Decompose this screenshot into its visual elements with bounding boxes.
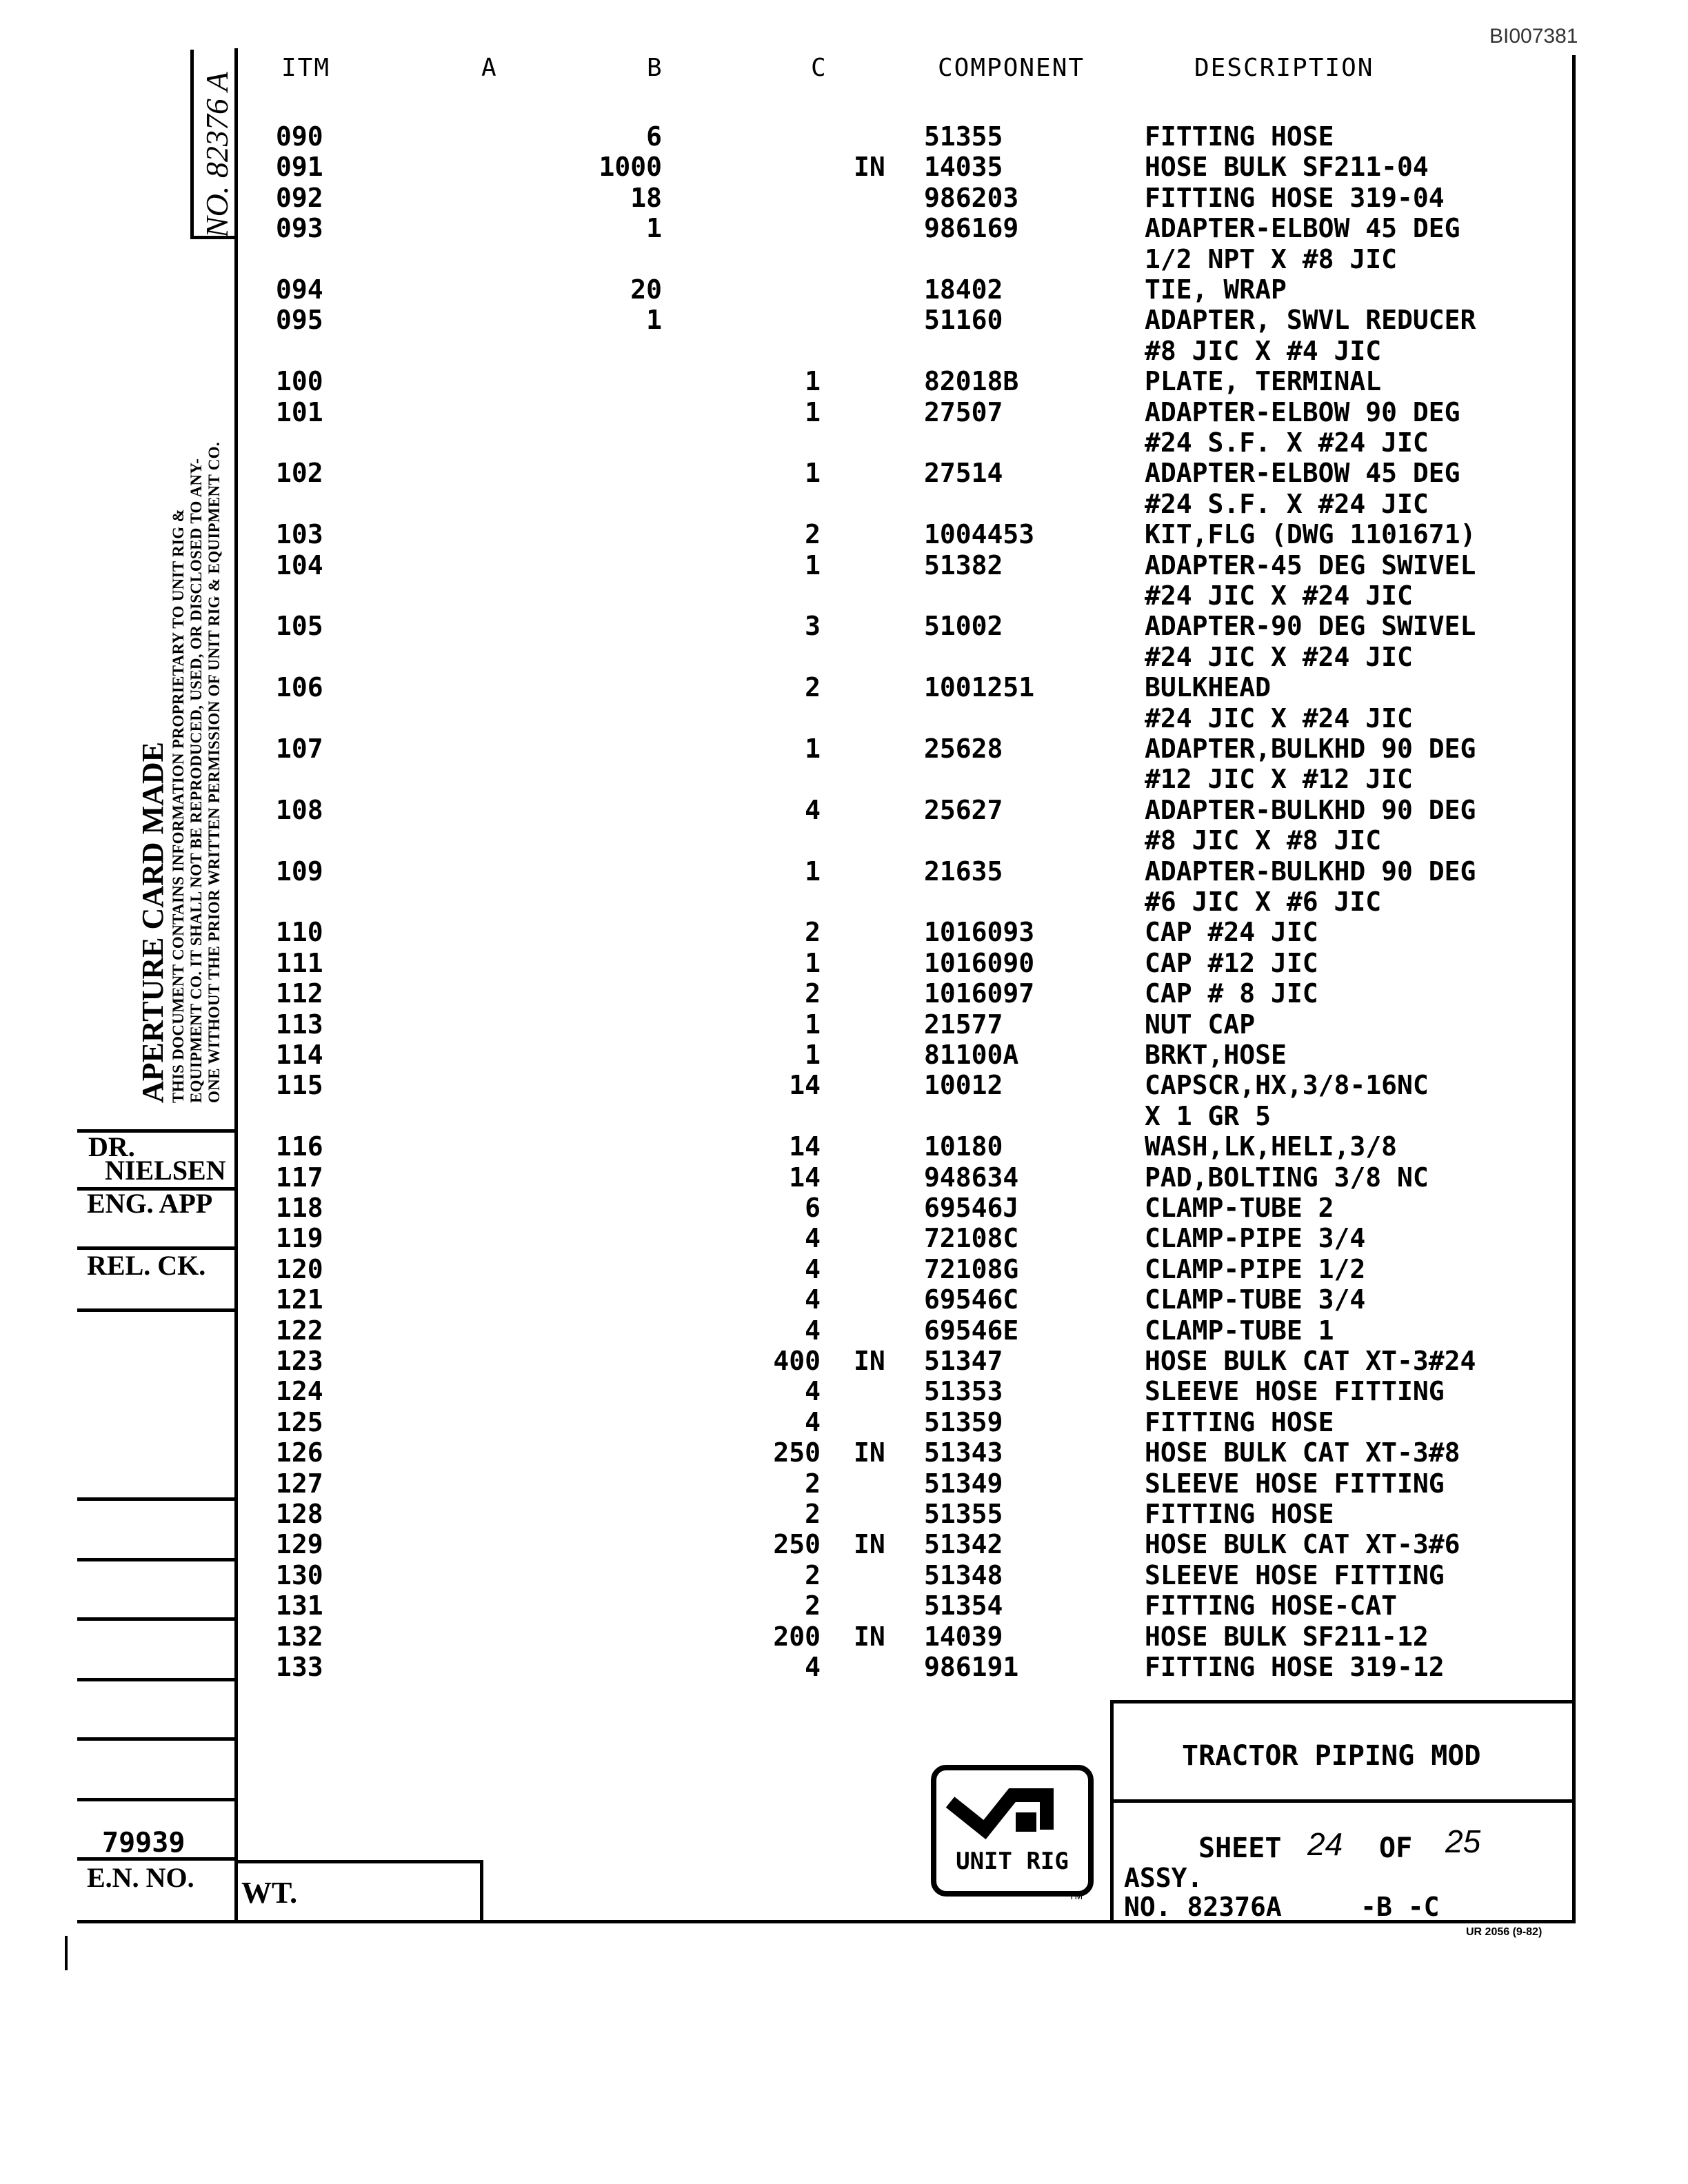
- en-number: 79939: [102, 1827, 185, 1859]
- component-number: 25627: [924, 794, 1003, 825]
- component-number: 69546J: [924, 1193, 1019, 1223]
- description: CAP #12 JIC: [1145, 947, 1318, 978]
- description: HOSE BULK SF211-04: [1145, 152, 1429, 183]
- component-number: 51354: [924, 1590, 1003, 1621]
- unit-label: IN: [854, 1346, 885, 1376]
- item-number: 111: [276, 947, 323, 978]
- item-number: 104: [276, 549, 323, 580]
- table-row: [0, 183, 1688, 213]
- description-continuation: #24 S.F. X #24 JIC: [1145, 488, 1429, 519]
- component-number: 51359: [924, 1406, 1003, 1437]
- component-number: 82018B: [924, 366, 1019, 397]
- scan-mark: [65, 1936, 68, 1970]
- header-component: COMPONENT: [938, 54, 1085, 82]
- table-row: [0, 1652, 1688, 1682]
- description: ADAPTER-ELBOW 45 DEG: [1145, 458, 1460, 489]
- qty-c: 4: [805, 1406, 821, 1437]
- description: CAPSCR,HX,3/8-16NC: [1145, 1070, 1429, 1101]
- proprietary-line-2: EQUIPMENT CO. IT SHALL NOT BE REPRODUCED, USED, OR DISCLOSED TO ANY-: [188, 458, 205, 1103]
- qty-c: 14: [789, 1131, 821, 1162]
- item-number: 115: [276, 1070, 323, 1101]
- item-number: 092: [276, 182, 323, 213]
- description: BULKHEAD: [1145, 672, 1272, 703]
- sheet-label: SHEET: [1198, 1832, 1282, 1864]
- table-row: [0, 121, 1688, 152]
- component-number: 81100A: [924, 1040, 1019, 1070]
- item-number: 110: [276, 917, 323, 948]
- table-row: [0, 519, 1688, 549]
- item-number: 113: [276, 1009, 323, 1040]
- weight-box-right: [480, 1860, 483, 1923]
- qty-c: 4: [805, 1315, 821, 1346]
- table-row: [0, 550, 1688, 580]
- qty-c: 2: [805, 519, 821, 550]
- component-number: 986169: [924, 213, 1019, 244]
- item-number: 124: [276, 1376, 323, 1407]
- qty-c: 3: [805, 611, 821, 642]
- description: PLATE, TERMINAL: [1145, 366, 1382, 397]
- description: ADAPTER-90 DEG SWIVEL: [1145, 611, 1476, 642]
- table-row: [0, 1131, 1688, 1162]
- component-number: 51355: [924, 121, 1003, 152]
- dr-label: DR.: [88, 1131, 135, 1162]
- qty-c: 14: [789, 1070, 821, 1101]
- table-row: [0, 1376, 1688, 1406]
- description: BRKT,HOSE: [1145, 1040, 1287, 1070]
- item-number: 130: [276, 1559, 323, 1590]
- description: CAP #24 JIC: [1145, 917, 1318, 948]
- item-number: 100: [276, 366, 323, 397]
- drawing-number-vertical: NO. 82376 A: [199, 72, 234, 238]
- component-number: 21635: [924, 856, 1003, 887]
- item-number: 114: [276, 1040, 323, 1070]
- description: ADAPTER-BULKHD 90 DEG: [1145, 856, 1476, 887]
- qty-c: 2: [805, 1590, 821, 1621]
- qty-c: 4: [805, 794, 821, 825]
- item-number: 095: [276, 305, 323, 336]
- qty-c: 1: [805, 856, 821, 887]
- description: FITTING HOSE-CAT: [1145, 1590, 1398, 1621]
- component-number: 51382: [924, 549, 1003, 580]
- table-row: [0, 1346, 1688, 1376]
- description-continuation: #24 JIC X #24 JIC: [1145, 580, 1413, 611]
- component-number: 14039: [924, 1621, 1003, 1652]
- item-number: 093: [276, 213, 323, 244]
- qty-c: 4: [805, 1284, 821, 1315]
- table-row: [0, 1437, 1688, 1468]
- description-continuation: #8 JIC X #4 JIC: [1145, 335, 1382, 366]
- qty-b: 1000: [599, 152, 662, 183]
- unit-label: IN: [854, 152, 885, 183]
- proprietary-line-1: THIS DOCUMENT CONTAINS INFORMATION PROPRIETARY TO UNIT RIG &: [170, 509, 187, 1103]
- qty-c: 14: [789, 1162, 821, 1193]
- qty-c: 1: [805, 366, 821, 397]
- description-continuation: #12 JIC X #12 JIC: [1145, 764, 1413, 795]
- component-number: 986191: [924, 1652, 1019, 1682]
- unit-rig-logo: [931, 1765, 1094, 1897]
- description: CAP # 8 JIC: [1145, 978, 1318, 1009]
- table-row: [0, 1070, 1688, 1100]
- table-row: [0, 1499, 1688, 1529]
- qty-c: 250: [773, 1437, 821, 1468]
- description: NUT CAP: [1145, 1009, 1256, 1040]
- table-row: [0, 1162, 1688, 1193]
- item-number: 125: [276, 1406, 323, 1437]
- sheet-total: 25: [1445, 1823, 1481, 1859]
- item-number: 126: [276, 1437, 323, 1468]
- table-row: [0, 611, 1688, 641]
- component-number: 51353: [924, 1376, 1003, 1407]
- en-label: E.N. NO.: [87, 1862, 194, 1893]
- component-number: 986203: [924, 182, 1019, 213]
- component-number: 72108G: [924, 1253, 1019, 1284]
- description: ADAPTER-45 DEG SWIVEL: [1145, 549, 1476, 580]
- table-row: [0, 672, 1688, 702]
- description: CLAMP-TUBE 2: [1145, 1193, 1334, 1223]
- component-number: 51347: [924, 1346, 1003, 1376]
- item-number: 101: [276, 396, 323, 427]
- weight-label: WT.: [241, 1876, 298, 1910]
- description-continuation: #6 JIC X #6 JIC: [1145, 887, 1382, 917]
- component-number: 1004453: [924, 519, 1035, 550]
- qty-c: 2: [805, 1499, 821, 1529]
- table-row: [0, 366, 1688, 396]
- description: HOSE BULK CAT XT-3#8: [1145, 1437, 1460, 1468]
- table-row: [0, 856, 1688, 887]
- description: TIE, WRAP: [1145, 274, 1287, 305]
- item-number: 102: [276, 458, 323, 489]
- description-continuation: #8 JIC X #8 JIC: [1145, 825, 1382, 856]
- title-block-top-line: [1110, 1700, 1576, 1703]
- form-number: UR 2056 (9-82): [1466, 1926, 1543, 1938]
- table-row: [0, 1009, 1688, 1040]
- description: CLAMP-TUBE 3/4: [1145, 1284, 1366, 1315]
- table-row: [0, 458, 1688, 488]
- component-number: 21577: [924, 1009, 1003, 1040]
- qty-c: 6: [805, 1193, 821, 1223]
- qty-c: 2: [805, 672, 821, 703]
- header-b: B: [647, 54, 663, 82]
- component-number: 51348: [924, 1559, 1003, 1590]
- description: ADAPTER, SWVL REDUCER: [1145, 305, 1476, 336]
- drawing-title: TRACTOR PIPING MOD: [1182, 1740, 1481, 1772]
- rel-ck-label: REL. CK.: [87, 1250, 206, 1281]
- description: SLEEVE HOSE FITTING: [1145, 1376, 1445, 1407]
- unit-label: IN: [854, 1529, 885, 1560]
- item-number: 105: [276, 611, 323, 642]
- description: SLEEVE HOSE FITTING: [1145, 1559, 1445, 1590]
- table-row: [0, 1284, 1688, 1315]
- qty-c: 2: [805, 917, 821, 948]
- item-number: 090: [276, 121, 323, 152]
- table-row: [0, 917, 1688, 947]
- description: SLEEVE HOSE FITTING: [1145, 1468, 1445, 1499]
- unit-label: IN: [854, 1437, 885, 1468]
- table-row: [0, 274, 1688, 305]
- description: HOSE BULK SF211-12: [1145, 1621, 1429, 1652]
- component-number: 72108C: [924, 1223, 1019, 1254]
- sheet-number: 24: [1307, 1826, 1343, 1862]
- description: HOSE BULK CAT XT-3#6: [1145, 1529, 1460, 1560]
- component-number: 25628: [924, 734, 1003, 764]
- qty-c: 2: [805, 1559, 821, 1590]
- qty-c: 4: [805, 1223, 821, 1254]
- description: FITTING HOSE: [1145, 1406, 1334, 1437]
- description: KIT,FLG (DWG 1101671): [1145, 519, 1476, 550]
- table-row: [0, 1468, 1688, 1499]
- description: WASH,LK,HELI,3/8: [1145, 1131, 1398, 1162]
- item-number: 122: [276, 1315, 323, 1346]
- table-row: [0, 1223, 1688, 1253]
- description: CLAMP-TUBE 1: [1145, 1315, 1334, 1346]
- qty-b: 20: [630, 274, 662, 305]
- table-row: [0, 978, 1688, 1009]
- description: FITTING HOSE 319-12: [1145, 1652, 1445, 1682]
- table-row: [0, 213, 1688, 243]
- table-row: [0, 1407, 1688, 1437]
- qty-c: 250: [773, 1529, 821, 1560]
- description: ADAPTER-ELBOW 90 DEG: [1145, 396, 1460, 427]
- aperture-card-label: APERTURE CARD MADE: [136, 741, 170, 1103]
- description: FITTING HOSE: [1145, 1499, 1334, 1529]
- component-number: 10180: [924, 1131, 1003, 1162]
- rule-9: [77, 1737, 237, 1741]
- item-number: 129: [276, 1529, 323, 1560]
- qty-b: 1: [646, 213, 662, 244]
- rule-10: [77, 1798, 237, 1801]
- item-number: 108: [276, 794, 323, 825]
- table-row: [0, 948, 1688, 978]
- description-continuation: X 1 GR 5: [1145, 1100, 1272, 1131]
- document-id: BI007381: [1489, 25, 1578, 48]
- item-number: 109: [276, 856, 323, 887]
- item-number: 106: [276, 672, 323, 703]
- item-number: 094: [276, 274, 323, 305]
- description: ADAPTER,BULKHD 90 DEG: [1145, 734, 1476, 764]
- qty-c: 2: [805, 978, 821, 1009]
- table-row: [0, 734, 1688, 764]
- item-number: 103: [276, 519, 323, 550]
- component-number: 69546E: [924, 1315, 1019, 1346]
- description: ADAPTER-ELBOW 45 DEG: [1145, 213, 1460, 244]
- item-number: 119: [276, 1223, 323, 1254]
- description: CLAMP-PIPE 1/2: [1145, 1253, 1366, 1284]
- unit-rig-emblem-icon: [936, 1775, 1088, 1850]
- qty-b: 1: [646, 305, 662, 336]
- qty-c: 1: [805, 1009, 821, 1040]
- item-number: 131: [276, 1590, 323, 1621]
- item-number: 121: [276, 1284, 323, 1315]
- table-row: [0, 1254, 1688, 1284]
- component-number: 51002: [924, 611, 1003, 642]
- header-c: C: [811, 54, 827, 82]
- eng-app-label: ENG. APP: [87, 1188, 213, 1219]
- component-number: 51355: [924, 1499, 1003, 1529]
- description: ADAPTER-BULKHD 90 DEG: [1145, 794, 1476, 825]
- qty-c: 1: [805, 734, 821, 764]
- description-continuation: 1/2 NPT X #8 JIC: [1145, 243, 1398, 274]
- unit-label: IN: [854, 1621, 885, 1652]
- item-number: 116: [276, 1131, 323, 1162]
- component-number: 27507: [924, 396, 1003, 427]
- assy-number: NO. 82376A -B -C: [1124, 1892, 1440, 1922]
- description: CLAMP-PIPE 3/4: [1145, 1223, 1366, 1254]
- item-number: 120: [276, 1253, 323, 1284]
- table-row: [0, 1590, 1688, 1621]
- component-number: 1016097: [924, 978, 1035, 1009]
- item-number: 107: [276, 734, 323, 764]
- trademark: TM: [1069, 1890, 1083, 1901]
- qty-c: 1: [805, 396, 821, 427]
- component-number: 18402: [924, 274, 1003, 305]
- description-continuation: #24 S.F. X #24 JIC: [1145, 427, 1429, 458]
- description-continuation: #24 JIC X #24 JIC: [1145, 641, 1413, 672]
- qty-c: 1: [805, 947, 821, 978]
- qty-c: 4: [805, 1652, 821, 1682]
- component-number: 1016093: [924, 917, 1035, 948]
- qty-c: 4: [805, 1376, 821, 1407]
- table-row: [0, 1621, 1688, 1652]
- weight-box-top: [234, 1860, 483, 1863]
- table-row: [0, 152, 1688, 182]
- qty-c: 1: [805, 549, 821, 580]
- dr-name: NIELSEN: [105, 1155, 226, 1186]
- qty-c: 400: [773, 1346, 821, 1376]
- table-row: [0, 1529, 1688, 1559]
- table-row: [0, 1560, 1688, 1590]
- description: PAD,BOLTING 3/8 NC: [1145, 1162, 1429, 1193]
- qty-b: 6: [646, 121, 662, 152]
- component-number: 51343: [924, 1437, 1003, 1468]
- qty-c: 200: [773, 1621, 821, 1652]
- component-number: 1016090: [924, 947, 1035, 978]
- assy-label: ASSY.: [1124, 1863, 1203, 1893]
- item-number: 127: [276, 1468, 323, 1499]
- item-number: 117: [276, 1162, 323, 1193]
- component-number: 69546C: [924, 1284, 1019, 1315]
- table-row: [0, 1315, 1688, 1346]
- header-description: DESCRIPTION: [1194, 54, 1374, 82]
- item-number: 123: [276, 1346, 323, 1376]
- description-continuation: #24 JIC X #24 JIC: [1145, 702, 1413, 734]
- component-number: 948634: [924, 1162, 1019, 1193]
- component-number: 51342: [924, 1529, 1003, 1560]
- item-number: 132: [276, 1621, 323, 1652]
- table-row: [0, 305, 1688, 335]
- table-row: [0, 1040, 1688, 1070]
- component-number: 51349: [924, 1468, 1003, 1499]
- item-number: 128: [276, 1499, 323, 1529]
- component-number: 1001251: [924, 672, 1035, 703]
- header-a: A: [481, 54, 498, 82]
- qty-c: 4: [805, 1253, 821, 1284]
- qty-c: 2: [805, 1468, 821, 1499]
- component-number: 27514: [924, 458, 1003, 489]
- qty-b: 18: [630, 182, 662, 213]
- component-number: 14035: [924, 152, 1003, 183]
- item-number: 112: [276, 978, 323, 1009]
- qty-c: 1: [805, 458, 821, 489]
- table-row: [0, 397, 1688, 427]
- title-block-left-line: [1110, 1700, 1114, 1923]
- item-number: 133: [276, 1652, 323, 1682]
- item-number: 118: [276, 1193, 323, 1223]
- header-itm: ITM: [281, 54, 331, 82]
- of-label: OF: [1379, 1832, 1413, 1864]
- logo-text: UNIT RIG: [956, 1848, 1069, 1875]
- table-row: [0, 1193, 1688, 1223]
- qty-c: 1: [805, 1040, 821, 1070]
- component-number: 51160: [924, 305, 1003, 336]
- table-row: [0, 795, 1688, 825]
- proprietary-line-3: ONE WITHOUT THE PRIOR WRITTEN PERMISSION OF UNIT RIG & EQUIPMENT CO.: [205, 442, 223, 1103]
- description: FITTING HOSE: [1145, 121, 1334, 152]
- item-number: 091: [276, 152, 323, 183]
- title-block-mid-line: [1110, 1799, 1576, 1803]
- component-number: 10012: [924, 1070, 1003, 1101]
- description: HOSE BULK CAT XT-3#24: [1145, 1346, 1476, 1376]
- description: FITTING HOSE 319-04: [1145, 182, 1445, 213]
